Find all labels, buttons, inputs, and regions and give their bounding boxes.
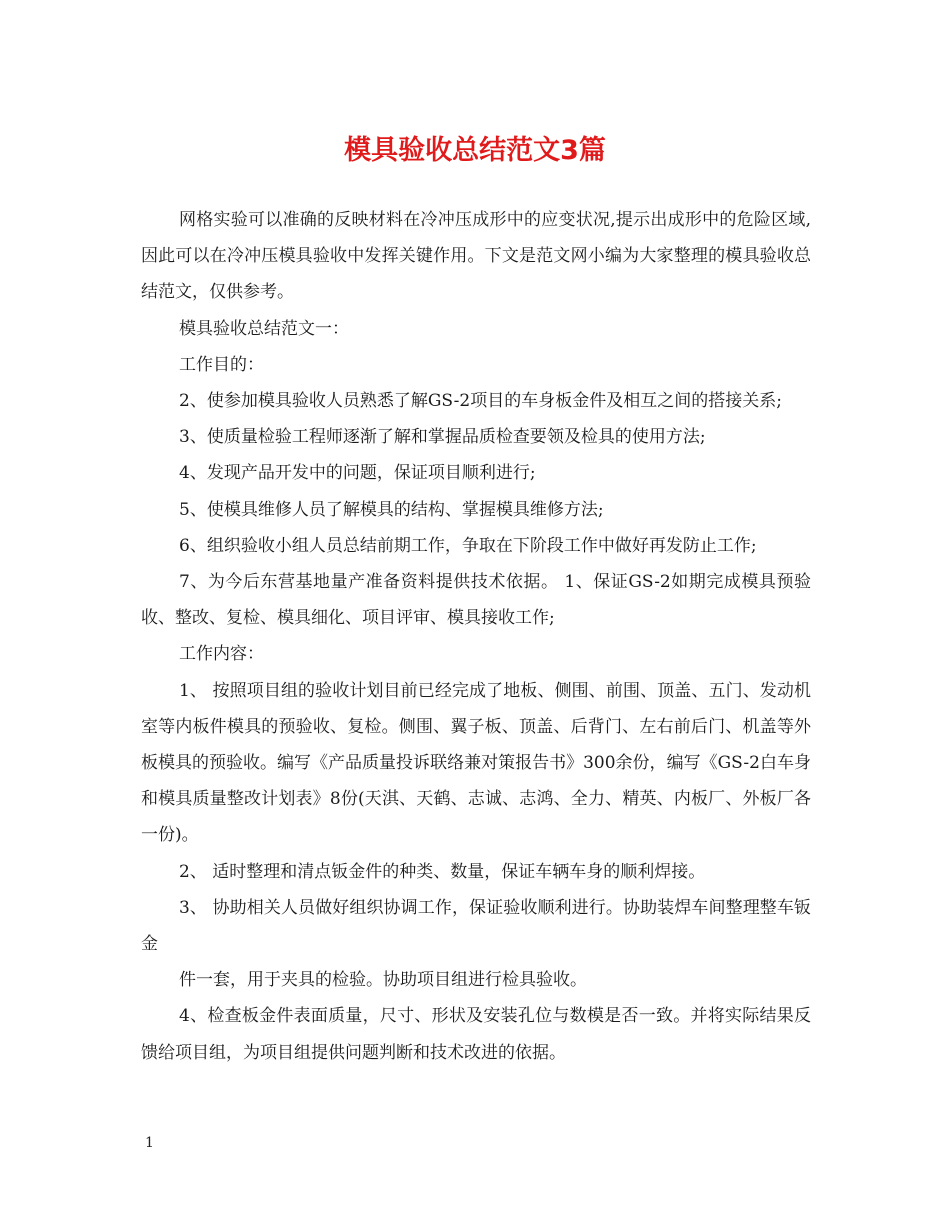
paragraph-work-content-heading: 工作内容： bbox=[179, 644, 264, 665]
paragraph-purpose-2: 2、使参加模具验收人员熟悉了解GS-2项目的车身板金件及相互之间的搭接关系; bbox=[179, 391, 782, 412]
paragraph-content-1: 1、 按照项目组的验收计划目前已经完成了地板、侧围、前围、顶盖、五门、发动机室等内板件模具的预验收、复检。侧围、翼子板、顶盖、后背门、左右前后门、机盖等外板模具的预验收。编写《产品质量投诉联络兼对策报告书》300余份，编写《GS-2白车身和模具质量整改计划表》8份(天淇、天鹤、志诚、志鸿、全力、精英、内板厂、外板厂各一份)。 bbox=[141, 680, 811, 846]
paragraph-content-3-continued: 件一套，用于夹具的检验。协助项目组进行检具验收。 bbox=[179, 970, 587, 991]
page-number: 1 bbox=[145, 1135, 154, 1151]
document-title: 模具验收总结范文3篇 bbox=[344, 135, 606, 166]
paragraph-section-heading: 模具验收总结范文一： bbox=[179, 318, 349, 339]
paragraph-purpose-7: 7、为今后东营基地量产准备资料提供技术依据。 1、保证GS-2如期完成模具预验收、整改、复检、模具细化、项目评审、模具接收工作; bbox=[141, 572, 811, 629]
paragraph-purpose-3: 3、使质量检验工程师逐渐了解和掌握品质检查要领及检具的使用方法; bbox=[179, 427, 706, 448]
paragraph-content-4: 4、检查板金件表面质量，尺寸、形状及安装孔位与数模是否一致。并将实际结果反馈给项目组，为项目组提供问题判断和技术改进的依据。 bbox=[141, 1006, 811, 1063]
paragraph-content-3: 3、 协助相关人员做好组织协调工作，保证验收顺利进行。协助装焊车间整理整车钣金 bbox=[141, 897, 811, 955]
document-body bbox=[141, 202, 811, 1071]
paragraph-purpose-6: 6、组织验收小组人员总结前期工作，争取在下阶段工作中做好再发防止工作; bbox=[179, 535, 757, 556]
paragraph-intro: 网格实验可以准确的反映材料在冷冲压成形中的应变状况,提示出成形中的危险区域,因此可以在冷冲压模具验收中发挥关键作用。下文是范文网小编为大家整理的模具验收总结范文，仅供参考。 bbox=[141, 210, 811, 303]
paragraph-work-purpose-heading: 工作目的： bbox=[179, 354, 264, 375]
paragraph-purpose-4: 4、发现产品开发中的问题，保证项目顺利进行; bbox=[179, 463, 536, 484]
paragraph-purpose-5: 5、使模具维修人员了解模具的结构、掌握模具维修方法; bbox=[179, 499, 604, 520]
paragraph-content-2: 2、 适时整理和清点钣金件的种类、数量，保证车辆车身的顺利焊接。 bbox=[179, 861, 706, 882]
